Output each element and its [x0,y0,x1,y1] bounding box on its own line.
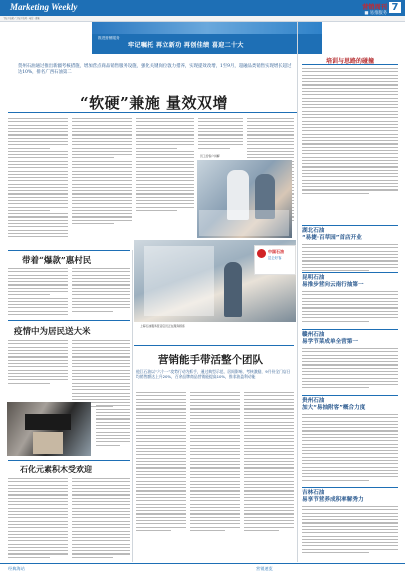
banner-photo-strip [92,22,322,34]
page-number: 7 [389,2,401,13]
column-divider [132,250,133,562]
column-divider [297,22,298,562]
paper-name: Marketing Weekly [10,2,78,12]
lead-deck: 贺州石油通过推出新疆考核措施，增加营点商品销售服务设施，强化关键岗位敦力措养，实现提效改增，1至9月，超融品类销售实现增长超过达10%，排名广西石油第二 [18,64,292,75]
shelf-block [144,246,214,316]
rule [302,395,398,396]
epidemic-col-2 [72,340,130,409]
rc-item-4-title: 贵州石油 [302,398,325,404]
rc-item-5-title: 吉林石油 [302,490,325,496]
lead-rule [8,112,298,113]
rice-bags [33,432,63,454]
headline-stone-blocks: 石化元素积木受欢迎 [20,464,92,474]
rc-item-3-title: 赣州石油 [302,332,325,338]
rc-item-1-subtitle: “易捷·百草园”首店开业 [302,235,362,241]
rc-item-1-title: 湖北石油 [302,228,325,234]
rc-item-2-text [302,291,398,324]
marketing-col-1 [136,392,186,533]
rc-item-4-subtitle: 加大“易抽附客”概合力度 [302,405,366,411]
lead-col-1 [8,118,68,239]
footer-left-label: 经典海站 [8,566,25,571]
lead-col-2 [72,118,132,226]
stone-col-2 [72,478,130,560]
lead-col-3 [136,118,194,213]
rice-photo [7,402,91,456]
rule [302,272,398,273]
rule [302,225,398,226]
rc-item-1-text [302,244,398,274]
section-rule [8,320,130,321]
rc-item-2-subtitle: 易推步营向云南行抽第一 [302,282,364,288]
marketing-col-3 [244,392,294,533]
lead-headline: “软硬”兼施 量效双增 [80,94,228,112]
rc-item-2-title: 昆明石油 [302,275,325,281]
section-sub: ■ 易推服务 [364,11,387,16]
aijun-col-2 [72,268,130,314]
headline-aijun: 带着“爆款”惠村民 [22,256,92,266]
rule [302,329,398,330]
stone-col-1 [8,478,68,560]
lead-col-4 [198,118,243,151]
brand-ad-box [254,245,296,275]
right-column-header: 培训与思路的碰撞 [325,58,374,65]
store-shelf [199,210,289,236]
rc-item-3-subtitle: 易学节菜成单全营第一 [302,339,358,345]
rc-intro-text [302,68,398,196]
marketing-col-2 [190,392,240,533]
lead-photo [197,160,292,238]
marketing-deck: 他江石油以“六个一”攻势行动为抓手，通过典型示范、居间影响、考核激励，9月份全门店日均销售额达上升20%，百余品牌商品营销能提高10%，推非油盈利动能 [136,369,291,380]
rule [302,64,398,65]
aijun-col-1 [8,268,68,317]
brand-name: 中国石油 [268,249,284,254]
section-rule [8,460,130,461]
section-rule [134,345,294,346]
lead-photo-caption: 员工给客户讲解 [200,154,220,158]
petrochina-logo-icon [257,249,266,258]
person-figure [224,262,242,317]
section-rule [8,250,130,251]
rc-item-5-subtitle: 易享节营养成积率解秀力 [302,497,364,503]
rc-item-4-text [302,414,398,483]
headline-epidemic: 疫情中为居民送大米 [14,327,91,337]
store-photo-caption: 上海石油服务营店店员正在服务顾客 [140,324,185,328]
rc-item-3-text [302,348,398,391]
banner-slogan: 牢记嘱托 再立新功 再创佳绩 喜迎二十大 [128,42,244,49]
header-info-text: 主编 / 编辑 / 美编 / 校对 · 电话 · 邮箱 [3,17,40,20]
brand-tag: 昆仑好客 [268,256,282,260]
footer-rule [0,563,405,564]
epidemic-col-3 [96,402,130,448]
epidemic-col-1 [8,340,68,386]
headline-marketing: 营销能手带活整个团队 [158,354,263,366]
banner-kicker: 推进营销服务 [98,36,120,40]
banner-sign [25,414,71,430]
section-label: 营销周刊 [362,4,387,11]
rule [302,487,398,488]
footer-right-label: 营销速览 [256,566,273,571]
rc-item-5-text [302,506,398,555]
